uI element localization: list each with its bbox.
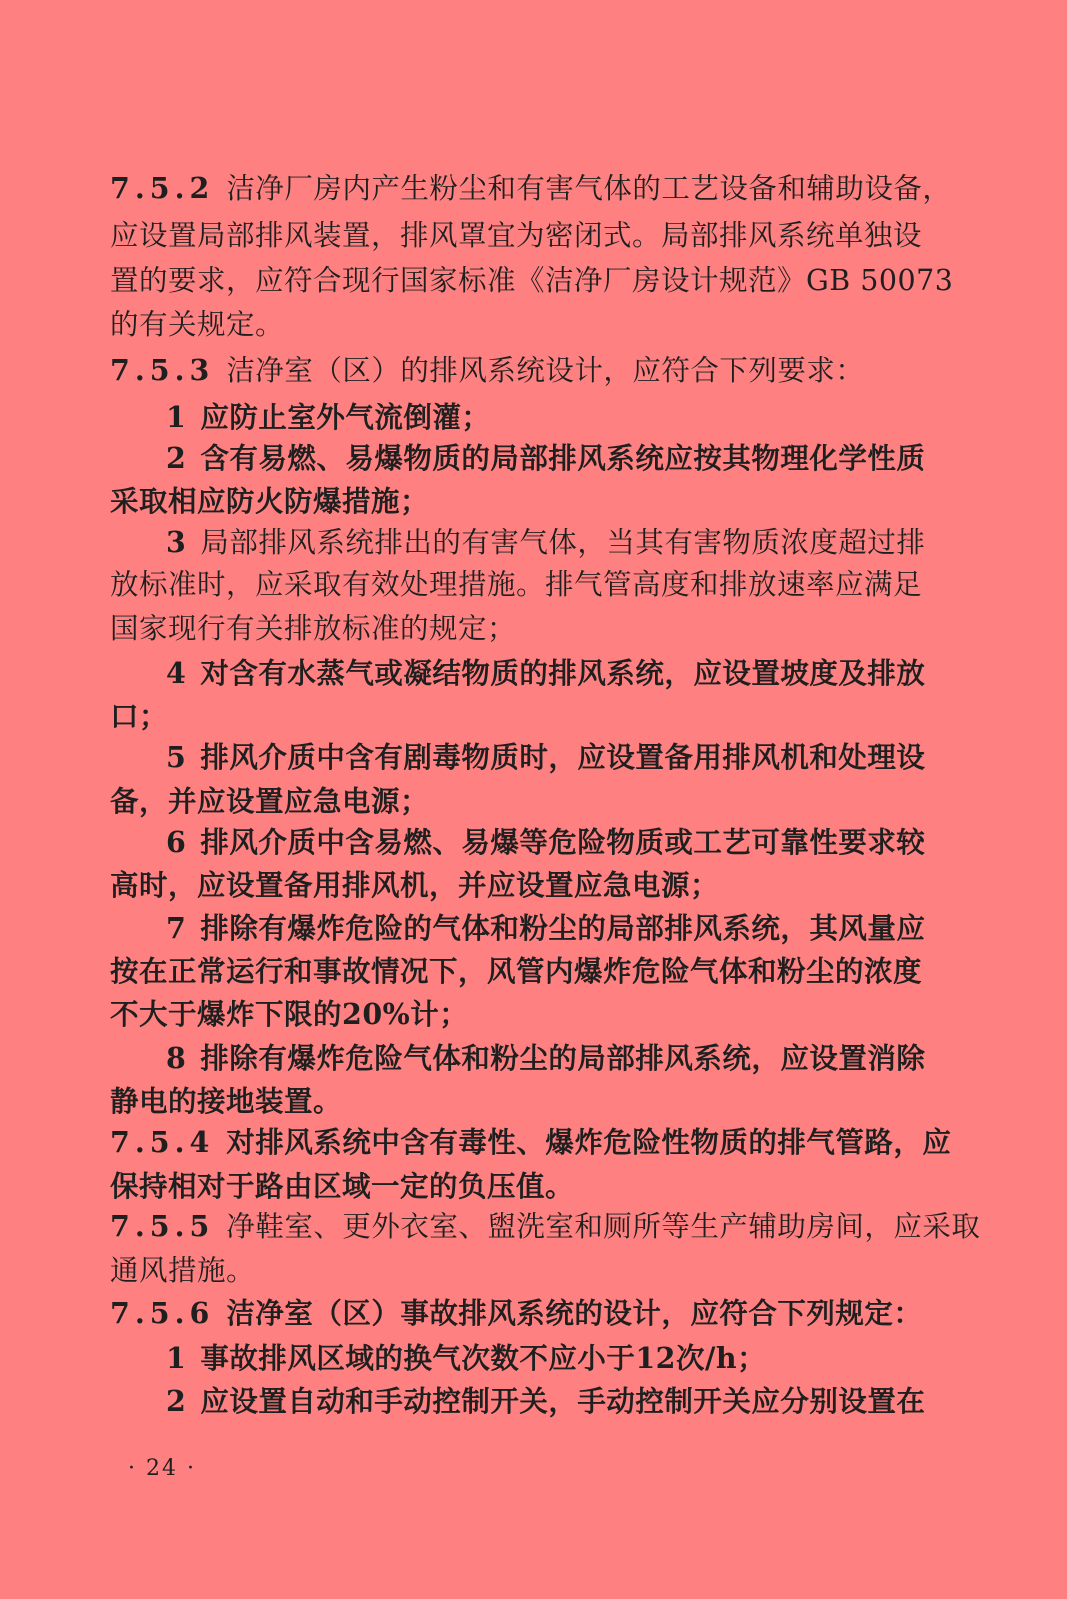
line-text: 应防止室外气流倒灌； — [200, 400, 491, 434]
item-number: 7 — [166, 911, 187, 945]
item-number: 5 — [166, 740, 187, 774]
text-line — [110, 350, 864, 391]
line-text: 净鞋室、更外衣室、盥洗室和厕所等生产辅助房间，应采取 — [226, 1210, 981, 1243]
line-text: 口； — [110, 699, 169, 733]
text-line — [110, 781, 429, 821]
text-line — [166, 1338, 766, 1378]
text-line — [166, 908, 925, 948]
text-line — [110, 994, 468, 1034]
text-line — [110, 951, 922, 991]
line-text: 排风介质中含有剧毒物质时，应设置备用排风机和处理设 — [200, 740, 926, 774]
text-line — [166, 522, 925, 563]
line-text: 按在正常运行和事故情况下，风管内爆炸危险气体和粉尘的浓度 — [110, 954, 923, 988]
line-text: 对含有水蒸气或凝结物质的排风系统，应设置坡度及排放 — [200, 656, 926, 690]
text-line — [110, 481, 429, 521]
line-text: 的有关规定。 — [110, 308, 285, 341]
text-line — [166, 1381, 925, 1421]
text-line — [110, 216, 922, 256]
text-line — [110, 1122, 951, 1162]
text-line — [166, 397, 490, 437]
item-number: 2 — [166, 441, 187, 475]
text-line — [110, 696, 168, 736]
line-text: 事故排风区域的换气次数不应小于12次/h； — [200, 1341, 767, 1375]
text-line — [166, 438, 925, 478]
clause-number: 7.5.2 — [110, 171, 215, 205]
text-line — [110, 305, 284, 345]
text-line — [110, 1081, 342, 1121]
text-line — [110, 1166, 574, 1206]
line-text: 排除有爆炸危险的气体和粉尘的局部排风系统，其风量应 — [200, 911, 926, 945]
line-text: 洁净室（区）的排风系统设计，应符合下列要求： — [226, 354, 865, 387]
line-text: 含有易燃、易爆物质的局部排风系统应按其物理化学性质 — [200, 441, 926, 475]
line-text: 对排风系统中含有毒性、爆炸危险性物质的排气管路，应 — [226, 1125, 952, 1159]
clause-number: 7.5.4 — [110, 1125, 215, 1159]
line-text: 通风措施。 — [110, 1254, 256, 1287]
text-line — [110, 609, 516, 649]
text-line — [166, 822, 925, 862]
text-line — [110, 865, 719, 905]
line-text: 应设置局部排风装置，排风罩宜为密闭式。局部排风系统单独设 — [110, 219, 923, 252]
line-text: 置的要求，应符合现行国家标准《洁净厂房设计规范》GB 50073 — [110, 264, 954, 297]
item-number: 3 — [166, 525, 187, 559]
text-line — [166, 653, 925, 693]
line-text: 备，并应设置应急电源； — [110, 784, 430, 818]
item-number: 8 — [166, 1041, 187, 1075]
text-line — [166, 1038, 925, 1078]
line-text: 不大于爆炸下限的20%计； — [110, 997, 469, 1031]
line-text: 局部排风系统排出的有害气体，当其有害物质浓度超过排 — [200, 526, 926, 559]
clause-number: 7.5.3 — [110, 353, 215, 387]
line-text: 采取相应防火防爆措施； — [110, 484, 430, 518]
text-line — [110, 565, 922, 605]
text-line — [110, 1251, 255, 1291]
page-number: · 24 · — [128, 1456, 196, 1481]
line-text: 放标准时，应采取有效处理措施。排气管高度和排放速率应满足 — [110, 568, 923, 601]
line-text: 保持相对于路由区域一定的负压值。 — [110, 1169, 575, 1203]
text-line — [110, 168, 951, 209]
text-line — [110, 1206, 980, 1247]
line-text: 应设置自动和手动控制开关，手动控制开关应分别设置在 — [200, 1384, 926, 1418]
line-text: 洁净厂房内产生粉尘和有害气体的工艺设备和辅助设备， — [226, 172, 952, 205]
item-number: 1 — [166, 400, 187, 434]
text-line — [110, 261, 953, 301]
text-line — [166, 737, 925, 777]
clause-number: 7.5.6 — [110, 1296, 215, 1330]
item-number: 6 — [166, 825, 187, 859]
line-text: 排除有爆炸危险气体和粉尘的局部排风系统，应设置消除 — [200, 1041, 926, 1075]
line-text: 洁净室（区）事故排风系统的设计，应符合下列规定： — [226, 1296, 923, 1330]
text-line — [110, 1293, 922, 1333]
item-number: 4 — [166, 656, 187, 690]
line-text: 静电的接地装置。 — [110, 1084, 343, 1118]
clause-number: 7.5.5 — [110, 1209, 215, 1243]
line-text: 排风介质中含易燃、易爆等危险物质或工艺可靠性要求较 — [200, 825, 926, 859]
item-number: 1 — [166, 1341, 187, 1375]
item-number: 2 — [166, 1384, 187, 1418]
line-text: 高时，应设置备用排风机，并应设置应急电源； — [110, 868, 720, 902]
line-text: 国家现行有关排放标准的规定； — [110, 612, 517, 645]
